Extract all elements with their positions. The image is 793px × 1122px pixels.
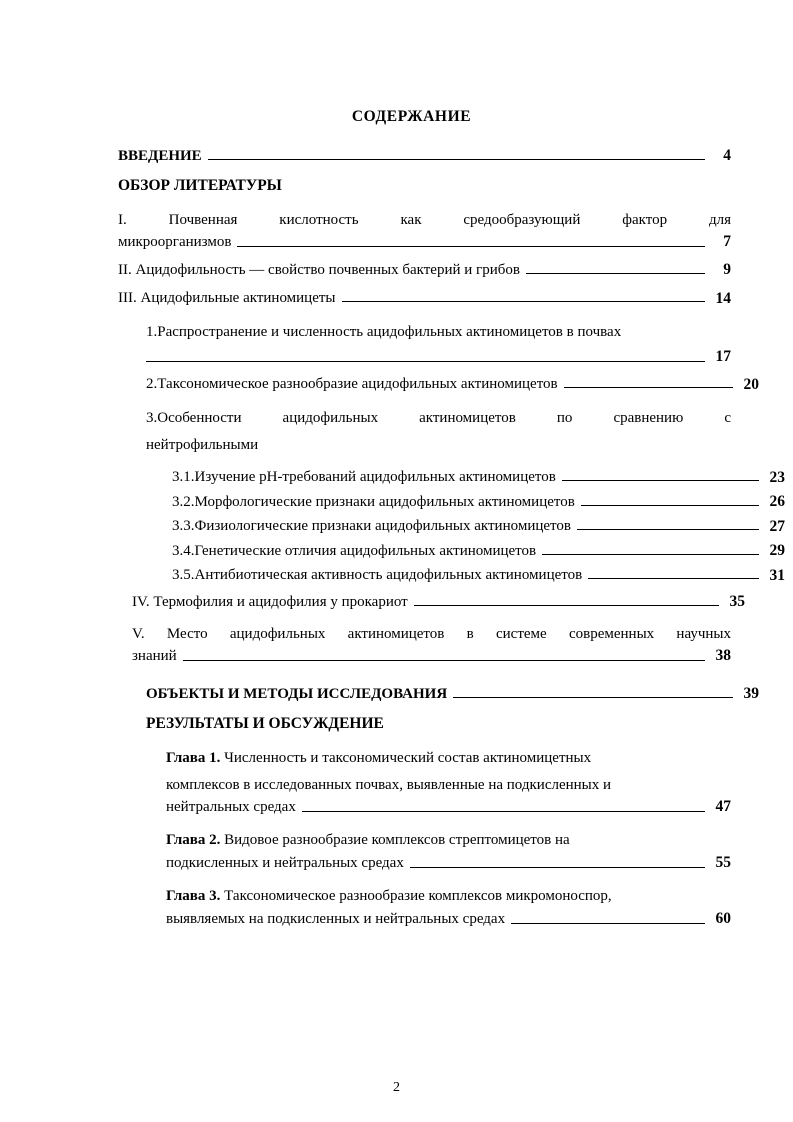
toc-entry-page: 4 (723, 147, 731, 164)
toc-entry-label: 3.2.Морфологические признаки ацидофильных актиномицетов (172, 493, 575, 510)
leader-line (577, 528, 759, 530)
chapter-label: Глава 1. (166, 749, 221, 766)
toc-entry-objects-methods[interactable] (146, 686, 759, 702)
toc-entry-page: 60 (715, 909, 731, 927)
toc-entry-line2: знаний (132, 648, 177, 665)
leader-line (588, 577, 759, 579)
section-heading-results: РЕЗУЛЬТАТЫ И ОБСУЖДЕНИЕ (146, 714, 384, 732)
toc-entry-label: 3.4.Генетические отличия ацидофильных актиномицетов (172, 542, 537, 559)
toc-entry-line2: нейтрофильными (146, 437, 259, 454)
toc-entry-page: 55 (715, 854, 731, 871)
leader-line (410, 866, 705, 868)
leader-line (542, 553, 759, 555)
leader-line (562, 479, 759, 481)
toc-entry-II[interactable] (118, 262, 731, 278)
leader-line (414, 604, 719, 606)
toc-entry-page: 9 (723, 261, 731, 279)
toc-entry-page: 20 (743, 375, 759, 393)
leader-line (526, 272, 705, 274)
toc-entry-label: IV. Термофилия и ацидофилия у прокариот (132, 593, 408, 610)
chapter-text-line1: Численность и таксономический состав актиномицетных (220, 749, 592, 766)
chapter-label: Глава 3. (166, 888, 221, 904)
toc-entry-page: 7 (723, 233, 731, 251)
toc-entry-page: 35 (729, 593, 745, 611)
toc-entry-3-1[interactable] (172, 470, 785, 486)
toc-entry-page: 29 (769, 542, 785, 560)
toc-entry-I[interactable] (118, 207, 731, 252)
toc-entry-line2: микроорганизмов (118, 234, 232, 251)
toc-entry-label: 3.3.Физиологические признаки ацидофильных актиномицетов (172, 518, 571, 535)
toc-entry-2[interactable] (146, 377, 759, 393)
leader-line (342, 300, 706, 302)
toc-entry-page: 39 (743, 685, 759, 703)
chapter-text-line1: Таксономическое разнообразие комплексов микромоноспор, (220, 888, 612, 904)
toc-entry-page: 38 (715, 647, 731, 665)
toc-entry-line1: 1.Распространение и численность ацидофильных актиномицетов в почвах (146, 324, 622, 341)
leader-line (208, 158, 705, 160)
chapter-label: Глава 2. (166, 832, 221, 849)
toc-entry-page: 26 (769, 493, 785, 511)
page-title: СОДЕРЖАНИЕ (351, 108, 472, 125)
toc-entry-label: ОБЪЕКТЫ И МЕТОДЫ ИССЛЕДОВАНИЯ (146, 685, 448, 702)
toc-entry-3-5[interactable] (172, 568, 785, 584)
chapter-text-line2: выявляемых на подкисленных и нейтральных средах (166, 910, 506, 927)
footer-page-number: 2 (393, 1080, 400, 1095)
toc-entry-label: II. Ацидофильность — свойство почвенных бактерий и грибов (118, 261, 520, 278)
toc-entry-V[interactable] (132, 621, 731, 666)
toc-entry-line1: 3.Особенности ацидофильных актиномицетов по сравнению с (146, 410, 731, 427)
chapter-text-line2: подкисленных и нейтральных средах (166, 855, 404, 871)
toc-entry-label: 3.5.Антибиотическая активность ацидофильных актиномицетов (172, 567, 583, 584)
leader-line (581, 504, 759, 506)
chapter-text-line1: Видовое разнообразие комплексов стрептомицетов на (220, 832, 570, 849)
leader-line (146, 360, 705, 362)
toc-entry-label: 2.Таксономическое разнообразие ацидофильных актиномицетов (146, 376, 558, 393)
toc-entry-page: 47 (715, 798, 731, 816)
toc-entry-label: 3.1.Изучение рН-требований ацидофильных актиномицетов (172, 469, 556, 486)
toc-entry-chapter-2[interactable] (166, 827, 731, 872)
leader-line (564, 386, 733, 388)
chapter-text-line3: нейтральных средах (166, 799, 296, 816)
toc-entry-line1: V. Место ацидофильных актиномицетов в системе современных научных (132, 625, 731, 642)
leader-line (511, 922, 705, 924)
toc-entry-IV[interactable] (132, 594, 745, 610)
toc-entry-3[interactable] (146, 405, 731, 458)
chapter-text-line2: комплексов в исследованных почвах, выявленные на подкисленных и (166, 776, 612, 793)
section-heading-literature-review: ОБЗОР ЛИТЕРАТУРЫ (118, 176, 282, 194)
toc-entry-page: 23 (769, 468, 785, 486)
leader-line (453, 696, 733, 698)
toc-entry-page: 27 (769, 517, 785, 535)
toc-entry-1[interactable] (146, 319, 731, 366)
leader-line (237, 245, 705, 247)
toc-entry-3-3[interactable] (172, 519, 785, 535)
toc-entry-label: III. Ацидофильные актиномицеты (118, 290, 336, 307)
toc-entry-chapter-1[interactable] (166, 745, 731, 816)
toc-entry-line1: I. Почвенная кислотность как средообразующий фактор для (118, 211, 731, 228)
toc-entry-introduction[interactable] (118, 148, 731, 164)
toc-entry-chapter-3[interactable] (166, 883, 731, 928)
toc-entry-page: 17 (715, 347, 731, 365)
toc-entry-3-4[interactable] (172, 543, 785, 559)
table-of-contents (118, 147, 785, 928)
toc-entry-3-2[interactable] (172, 494, 785, 510)
toc-entry-page: 31 (769, 566, 785, 584)
toc-entry-page: 14 (715, 289, 731, 307)
toc-entry-label: ВВЕДЕНИЕ (118, 147, 202, 164)
leader-line (302, 810, 705, 812)
leader-line (183, 659, 705, 661)
toc-entry-III[interactable] (118, 291, 731, 307)
